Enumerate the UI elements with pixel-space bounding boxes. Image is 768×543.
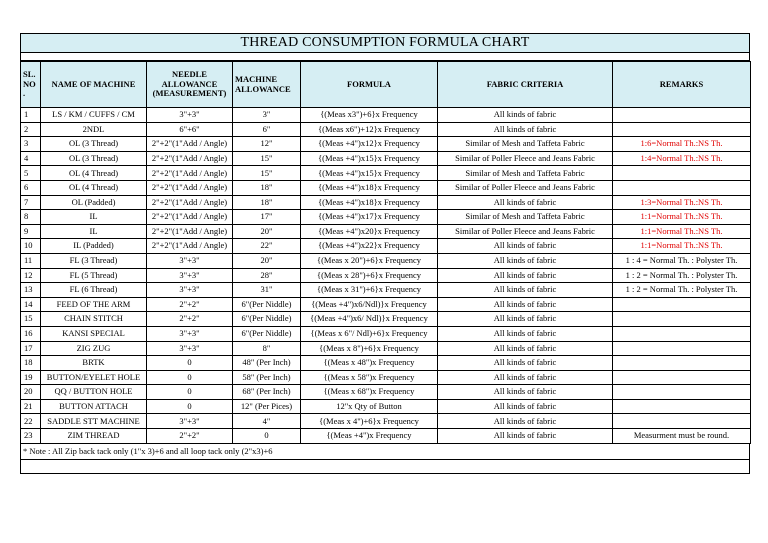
table-row — [21, 166, 751, 181]
cell-machine-allowance: 12" (Per Pices) — [233, 399, 301, 414]
cell-fabric-criteria: All kinds of fabric — [438, 239, 613, 254]
cell-remarks: 1 : 2 = Normal Th. : Polyster Th. — [613, 283, 751, 298]
cell-needle-allowance: 3"+3" — [147, 253, 233, 268]
cell-fabric-criteria: All kinds of fabric — [438, 312, 613, 327]
cell-fabric-criteria: All kinds of fabric — [438, 326, 613, 341]
cell-remarks: 1:1=Normal Th.:NS Th. — [613, 224, 751, 239]
cell-remarks: 1:1=Normal Th.:NS Th. — [613, 210, 751, 225]
cell-fabric-criteria: All kinds of fabric — [438, 370, 613, 385]
table-row — [21, 151, 751, 166]
table-row — [21, 108, 751, 123]
cell-machine-name: FL (3 Thread) — [41, 253, 147, 268]
cell-machine-allowance: 12" — [233, 137, 301, 152]
cell-needle-allowance: 2"+2"(1"Add / Angle) — [147, 137, 233, 152]
cell-machine-name: IL — [41, 210, 147, 225]
table-row — [21, 210, 751, 225]
cell-fabric-criteria: All kinds of fabric — [438, 268, 613, 283]
cell-formula: {(Meas +4")x20}x Frequency — [301, 224, 438, 239]
cell-fabric-criteria: Similar of Mesh and Taffeta Fabric — [438, 137, 613, 152]
cell-needle-allowance: 2"+2" — [147, 297, 233, 312]
table-row — [21, 224, 751, 239]
cell-formula: {(Meas x3")+6}x Frequency — [301, 108, 438, 123]
cell-machine-allowance: 22" — [233, 239, 301, 254]
table-row — [21, 370, 751, 385]
cell-formula: 12"x Qty of Button — [301, 399, 438, 414]
cell-remarks — [613, 108, 751, 123]
cell-fabric-criteria: All kinds of fabric — [438, 385, 613, 400]
table-row — [21, 180, 751, 195]
cell-needle-allowance: 3"+3" — [147, 341, 233, 356]
cell-sl: 10 — [21, 239, 41, 254]
cell-sl: 5 — [21, 166, 41, 181]
table-row — [21, 429, 751, 444]
cell-machine-allowance: 18" — [233, 180, 301, 195]
cell-machine-allowance: 17" — [233, 210, 301, 225]
cell-fabric-criteria: All kinds of fabric — [438, 399, 613, 414]
cell-remarks: 1:1=Normal Th.:NS Th. — [613, 239, 751, 254]
cell-machine-name: OL (4 Thread) — [41, 180, 147, 195]
cell-machine-name: BUTTON/EYELET HOLE — [41, 370, 147, 385]
cell-sl: 19 — [21, 370, 41, 385]
cell-formula: {(Meas x 68")x Frequency — [301, 385, 438, 400]
table-row — [21, 326, 751, 341]
cell-machine-name: OL (3 Thread) — [41, 151, 147, 166]
cell-remarks — [613, 180, 751, 195]
cell-needle-allowance: 2"+2"(1"Add / Angle) — [147, 195, 233, 210]
cell-machine-allowance: 20" — [233, 253, 301, 268]
cell-machine-allowance: 58" (Per Inch) — [233, 370, 301, 385]
cell-formula: {(Meas +4")x17}x Frequency — [301, 210, 438, 225]
table-row — [21, 268, 751, 283]
cell-fabric-criteria: All kinds of fabric — [438, 253, 613, 268]
cell-formula: {(Meas +4")x18}x Frequency — [301, 195, 438, 210]
cell-machine-name: OL (Padded) — [41, 195, 147, 210]
cell-sl: 7 — [21, 195, 41, 210]
chart-title: THREAD CONSUMPTION FORMULA CHART — [20, 33, 750, 53]
cell-sl: 22 — [21, 414, 41, 429]
cell-machine-allowance: 20" — [233, 224, 301, 239]
cell-machine-name: BRTK — [41, 356, 147, 371]
cell-machine-name: OL (4 Thread) — [41, 166, 147, 181]
cell-sl: 18 — [21, 356, 41, 371]
table-body — [21, 108, 751, 444]
cell-machine-name: FEED OF THE ARM — [41, 297, 147, 312]
cell-formula: {(Meas +4")x15}x Frequency — [301, 166, 438, 181]
header-row — [21, 62, 751, 108]
cell-machine-name: 2NDL — [41, 122, 147, 137]
cell-needle-allowance: 0 — [147, 385, 233, 400]
cell-machine-name: BUTTON ATTACH — [41, 399, 147, 414]
cell-needle-allowance: 3"+3" — [147, 414, 233, 429]
cell-remarks — [613, 356, 751, 371]
cell-remarks — [613, 326, 751, 341]
cell-remarks — [613, 312, 751, 327]
cell-machine-allowance: 28" — [233, 268, 301, 283]
cell-formula: {(Meas +4")x12}x Frequency — [301, 137, 438, 152]
cell-fabric-criteria: All kinds of fabric — [438, 297, 613, 312]
cell-needle-allowance: 2"+2" — [147, 429, 233, 444]
formula-chart-sheet — [20, 33, 750, 474]
cell-fabric-criteria: All kinds of fabric — [438, 122, 613, 137]
header-machine-allowance: MACHINE ALLOWANCE — [233, 62, 301, 108]
cell-sl: 13 — [21, 283, 41, 298]
cell-formula: {(Meas +4")x22}x Frequency — [301, 239, 438, 254]
table-row — [21, 239, 751, 254]
cell-fabric-criteria: Similar of Poller Fleece and Jeans Fabric — [438, 224, 613, 239]
cell-sl: 20 — [21, 385, 41, 400]
table-row — [21, 253, 751, 268]
cell-needle-allowance: 2"+2" — [147, 312, 233, 327]
cell-formula: {(Meas x 58")x Frequency — [301, 370, 438, 385]
cell-remarks — [613, 385, 751, 400]
cell-remarks — [613, 370, 751, 385]
cell-formula: {(Meas x 8")+6}x Frequency — [301, 341, 438, 356]
cell-machine-allowance: 48" (Per Inch) — [233, 356, 301, 371]
cell-machine-allowance: 6" — [233, 122, 301, 137]
formula-table — [20, 61, 751, 444]
cell-remarks — [613, 341, 751, 356]
cell-remarks — [613, 414, 751, 429]
cell-machine-allowance: 0 — [233, 429, 301, 444]
cell-formula: {(Meas +4")x15}x Frequency — [301, 151, 438, 166]
cell-remarks: 1:4=Normal Th.:NS Th. — [613, 151, 751, 166]
cell-remarks — [613, 399, 751, 414]
cell-needle-allowance: 6"+6" — [147, 122, 233, 137]
footnote: * Note : All Zip back tack only (1"x 3)+6 and all loop tack only (2"x3)+6 — [20, 444, 750, 460]
cell-machine-allowance: 6"(Per Niddle) — [233, 326, 301, 341]
cell-needle-allowance: 2"+2"(1"Add / Angle) — [147, 224, 233, 239]
table-row — [21, 312, 751, 327]
cell-remarks — [613, 122, 751, 137]
cell-sl: 8 — [21, 210, 41, 225]
cell-formula: {(Meas x 31")+6}x Frequency — [301, 283, 438, 298]
cell-fabric-criteria: All kinds of fabric — [438, 414, 613, 429]
cell-machine-allowance: 3" — [233, 108, 301, 123]
cell-needle-allowance: 3"+3" — [147, 283, 233, 298]
cell-sl: 3 — [21, 137, 41, 152]
cell-needle-allowance: 2"+2"(1"Add / Angle) — [147, 151, 233, 166]
cell-formula: {(Meas +4")x18}x Frequency — [301, 180, 438, 195]
cell-needle-allowance: 0 — [147, 356, 233, 371]
cell-fabric-criteria: All kinds of fabric — [438, 108, 613, 123]
cell-machine-allowance: 4" — [233, 414, 301, 429]
cell-machine-name: FL (5 Thread) — [41, 268, 147, 283]
cell-sl: 6 — [21, 180, 41, 195]
cell-sl: 9 — [21, 224, 41, 239]
cell-fabric-criteria: All kinds of fabric — [438, 429, 613, 444]
cell-fabric-criteria: Similar of Mesh and Taffeta Fabric — [438, 210, 613, 225]
cell-needle-allowance: 2"+2"(1"Add / Angle) — [147, 166, 233, 181]
cell-needle-allowance: 3"+3" — [147, 108, 233, 123]
cell-machine-name: IL (Padded) — [41, 239, 147, 254]
cell-sl: 12 — [21, 268, 41, 283]
cell-fabric-criteria: Similar of Poller Fleece and Jeans Fabric — [438, 151, 613, 166]
cell-needle-allowance: 2"+2"(1"Add / Angle) — [147, 210, 233, 225]
cell-machine-allowance: 68" (Per Inch) — [233, 385, 301, 400]
cell-machine-name: LS / KM / CUFFS / CM — [41, 108, 147, 123]
cell-needle-allowance: 0 — [147, 370, 233, 385]
cell-remarks: 1 : 2 = Normal Th. : Polyster Th. — [613, 268, 751, 283]
header-needle-allowance: NEEDLE ALLOWANCE (MEASUREMENT) — [147, 62, 233, 108]
cell-sl: 23 — [21, 429, 41, 444]
cell-needle-allowance: 2"+2"(1"Add / Angle) — [147, 239, 233, 254]
cell-machine-allowance: 18" — [233, 195, 301, 210]
cell-formula: {(Meas x6")+12}x Frequency — [301, 122, 438, 137]
table-row — [21, 137, 751, 152]
cell-remarks: 1 : 4 = Normal Th. : Polyster Th. — [613, 253, 751, 268]
cell-machine-allowance: 6"(Per Niddle) — [233, 297, 301, 312]
cell-formula: {(Meas x 6"/ Ndl)+6}x Frequency — [301, 326, 438, 341]
cell-formula: {(Meas +4")x6/Ndl)}x Frequency — [301, 297, 438, 312]
table-row — [21, 195, 751, 210]
cell-needle-allowance: 3"+3" — [147, 268, 233, 283]
cell-fabric-criteria: Similar of Mesh and Taffeta Fabric — [438, 166, 613, 181]
cell-fabric-criteria: Similar of Poller Fleece and Jeans Fabric — [438, 180, 613, 195]
cell-sl: 4 — [21, 151, 41, 166]
header-fabric-criteria: FABRIC CRITERIA — [438, 62, 613, 108]
spacer-row — [20, 53, 750, 61]
cell-sl: 1 — [21, 108, 41, 123]
cell-needle-allowance: 2"+2"(1"Add / Angle) — [147, 180, 233, 195]
cell-machine-allowance: 15" — [233, 151, 301, 166]
cell-sl: 16 — [21, 326, 41, 341]
cell-sl: 21 — [21, 399, 41, 414]
header-sl: SL. NO . — [21, 62, 41, 108]
header-remarks: REMARKS — [613, 62, 751, 108]
table-row — [21, 122, 751, 137]
cell-fabric-criteria: All kinds of fabric — [438, 341, 613, 356]
cell-fabric-criteria: All kinds of fabric — [438, 356, 613, 371]
cell-needle-allowance: 0 — [147, 399, 233, 414]
cell-formula: {(Meas +4")x6/ Ndl)}x Frequency — [301, 312, 438, 327]
table-row — [21, 385, 751, 400]
cell-machine-name: KANSI SPECIAL — [41, 326, 147, 341]
table-row — [21, 341, 751, 356]
cell-remarks — [613, 166, 751, 181]
cell-machine-allowance: 15" — [233, 166, 301, 181]
cell-machine-name: IL — [41, 224, 147, 239]
cell-formula: {(Meas x 28")+6}x Frequency — [301, 268, 438, 283]
cell-machine-allowance: 31" — [233, 283, 301, 298]
header-machine-name: NAME OF MACHINE — [41, 62, 147, 108]
cell-formula: {(Meas +4")x Frequency — [301, 429, 438, 444]
cell-fabric-criteria: All kinds of fabric — [438, 195, 613, 210]
cell-machine-allowance: 6"(Per Niddle) — [233, 312, 301, 327]
cell-formula: {(Meas x 4")+6}x Frequency — [301, 414, 438, 429]
cell-machine-name: SADDLE STT MACHINE — [41, 414, 147, 429]
cell-machine-name: QQ / BUTTON HOLE — [41, 385, 147, 400]
cell-sl: 11 — [21, 253, 41, 268]
table-row — [21, 297, 751, 312]
cell-remarks: 1:3=Normal Th.:NS Th. — [613, 195, 751, 210]
cell-formula: {(Meas x 20")+6}x Frequency — [301, 253, 438, 268]
bottom-empty-row — [20, 460, 750, 474]
cell-remarks: 1:6=Normal Th.:NS Th. — [613, 137, 751, 152]
cell-needle-allowance: 3"+3" — [147, 326, 233, 341]
table-row — [21, 414, 751, 429]
cell-remarks: Measurment must be round. — [613, 429, 751, 444]
cell-machine-name: FL (6 Thread) — [41, 283, 147, 298]
cell-machine-name: ZIG ZUG — [41, 341, 147, 356]
cell-formula: {(Meas x 48")x Frequency — [301, 356, 438, 371]
table-row — [21, 399, 751, 414]
cell-sl: 14 — [21, 297, 41, 312]
cell-sl: 15 — [21, 312, 41, 327]
cell-machine-allowance: 8" — [233, 341, 301, 356]
cell-machine-name: CHAIN STITCH — [41, 312, 147, 327]
header-formula: FORMULA — [301, 62, 438, 108]
cell-fabric-criteria: All kinds of fabric — [438, 283, 613, 298]
cell-remarks — [613, 297, 751, 312]
table-row — [21, 283, 751, 298]
cell-machine-name: OL (3 Thread) — [41, 137, 147, 152]
cell-sl: 17 — [21, 341, 41, 356]
cell-sl: 2 — [21, 122, 41, 137]
cell-machine-name: ZIM THREAD — [41, 429, 147, 444]
table-row — [21, 356, 751, 371]
